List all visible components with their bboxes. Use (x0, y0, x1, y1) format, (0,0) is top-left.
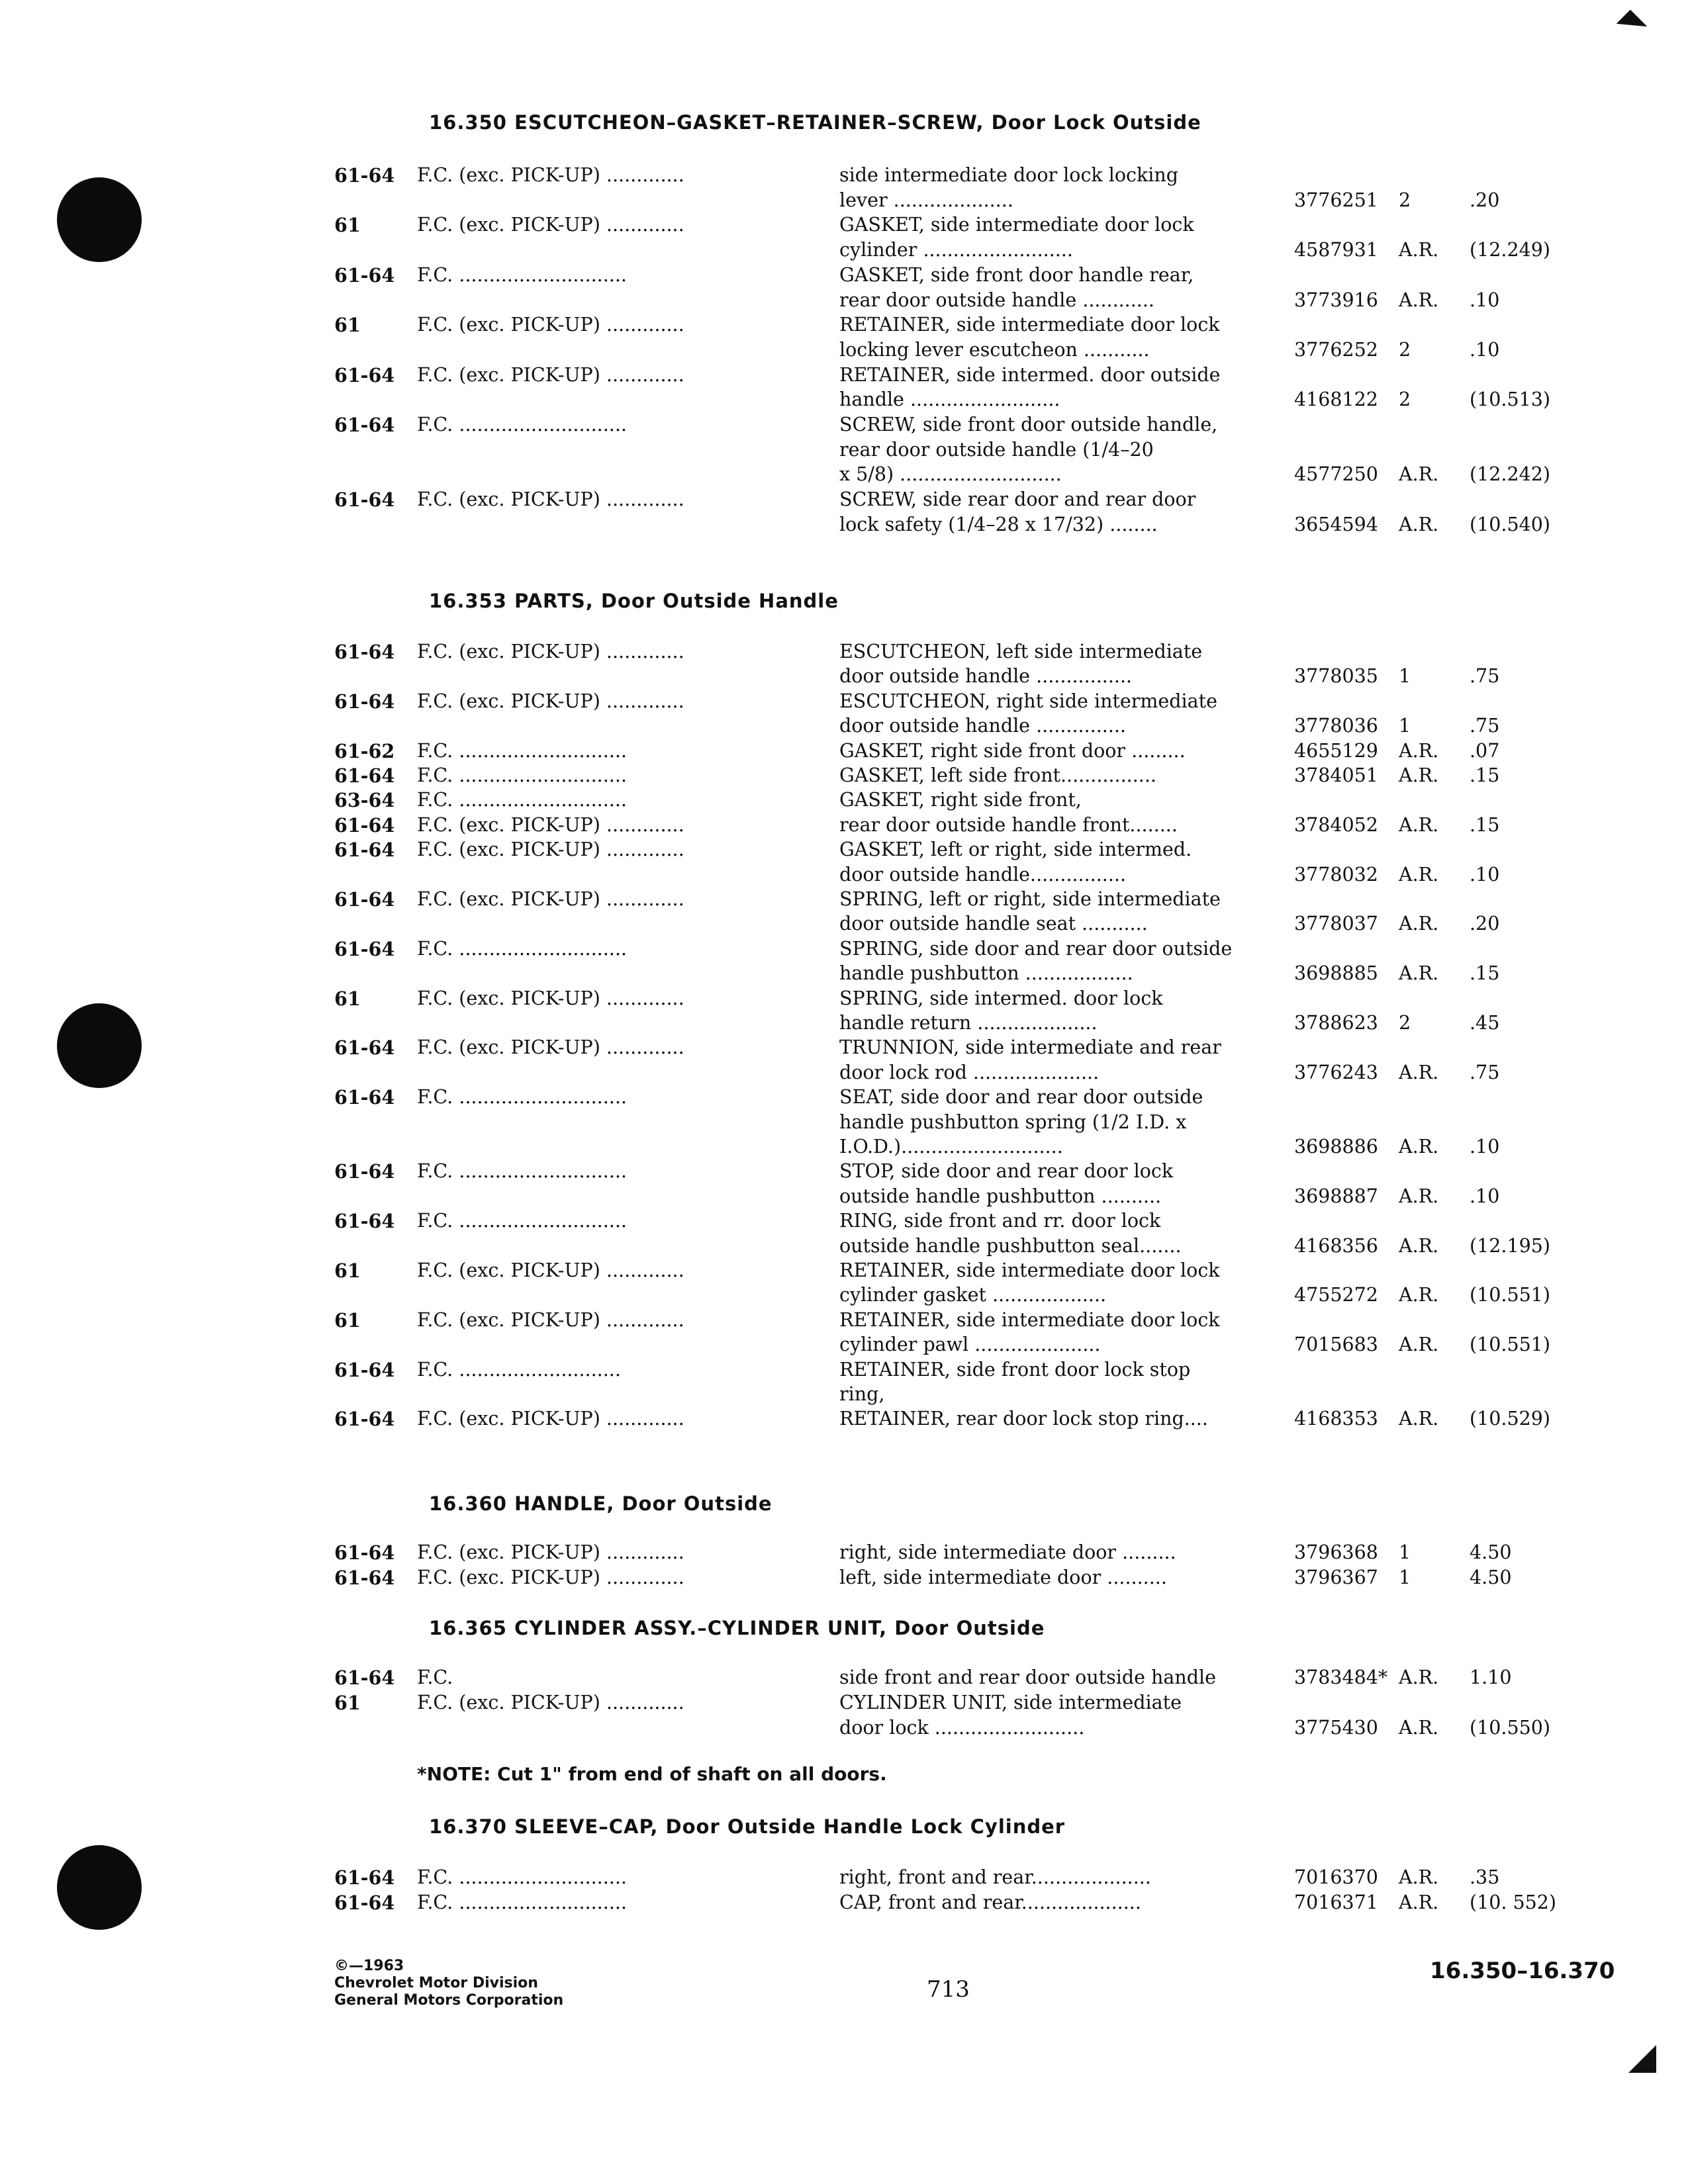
part-description: RETAINER, side intermediate door lock (839, 1259, 1220, 1281)
price: .10 (1470, 1136, 1500, 1158)
price: (10.540) (1470, 513, 1550, 535)
part-line (0, 512, 1688, 537)
price: (10.513) (1470, 388, 1550, 411)
part-line (0, 1035, 1688, 1060)
part-line (0, 986, 1688, 1011)
part-number: 4587931 (1294, 239, 1378, 261)
model-years: 63-64 (334, 789, 395, 812)
part-description: door lock rod ..................... (839, 1061, 1100, 1083)
model-years: 61-64 (334, 1541, 395, 1564)
model-years: 61 (334, 314, 361, 337)
quantity: 2 (1399, 338, 1411, 361)
model-years: 61-64 (334, 363, 395, 387)
model-code: F.C. (exc. PICK-UP) ............. (417, 987, 684, 1009)
price: (12.249) (1470, 239, 1550, 261)
part-description: RETAINER, rear door lock stop ring.... (839, 1408, 1208, 1430)
part-line (0, 1159, 1688, 1184)
part-line (0, 263, 1688, 288)
price: .15 (1470, 962, 1500, 985)
part-line (0, 689, 1688, 714)
part-description: GASKET, left or right, side intermed. (839, 839, 1192, 861)
part-line (0, 1110, 1688, 1135)
corner-mark-bottom-icon (1628, 2045, 1656, 2073)
part-description: ESCUTCHEON, right side intermediate (839, 690, 1217, 712)
model-code: F.C. ............................ (417, 937, 627, 960)
part-description: door outside handle ............... (839, 715, 1126, 737)
quantity: A.R. (1399, 863, 1439, 886)
part-number: 3698886 (1294, 1136, 1378, 1158)
part-line (0, 212, 1688, 238)
model-years: 61-64 (334, 1160, 395, 1183)
part-number: 7016371 (1294, 1891, 1378, 1913)
quantity: A.R. (1399, 913, 1439, 935)
part-number: 3776252 (1294, 338, 1378, 361)
part-description: SPRING, left or right, side intermediate (839, 888, 1221, 910)
model-years: 61-64 (334, 263, 395, 287)
quantity: A.R. (1399, 1061, 1439, 1083)
model-code: F.C. (exc. PICK-UP) ............. (417, 641, 684, 662)
part-description: door outside handle ................ (839, 665, 1133, 688)
part-number: 3698887 (1294, 1185, 1378, 1207)
part-number: 3773916 (1294, 289, 1378, 311)
footer-copyright-block (334, 1958, 563, 2009)
price: .10 (1470, 338, 1500, 361)
part-description: GASKET, side intermediate door lock (839, 214, 1194, 236)
part-description: I.O.D.)........................... (839, 1136, 1063, 1158)
part-line (0, 1357, 1688, 1383)
section-title: 16.370 SLEEVE–CAP, Door Outside Handle Lock Cylinder (429, 1815, 1066, 1838)
part-number: 4168122 (1294, 388, 1378, 411)
part-description: outside handle pushbutton seal....... (839, 1234, 1182, 1257)
model-code: F.C. ............................ (417, 1210, 627, 1232)
model-code: F.C. ............................ (417, 764, 627, 786)
part-number: 4755272 (1294, 1284, 1378, 1306)
model-code: F.C. ............................ (417, 789, 627, 811)
part-line (0, 1565, 1688, 1590)
part-line (0, 387, 1688, 412)
model-code: F.C. (exc. PICK-UP) ............. (417, 813, 684, 836)
part-description: door lock ......................... (839, 1716, 1085, 1739)
part-line (0, 961, 1688, 986)
model-code: F.C. (exc. PICK-UP) ............. (417, 1036, 684, 1059)
part-description: SEAT, side door and rear door outside (839, 1086, 1203, 1109)
part-line (0, 1208, 1688, 1234)
part-line (0, 1060, 1688, 1085)
part-number: 4168356 (1294, 1234, 1378, 1257)
model-code: F.C. ............................ (417, 739, 627, 762)
model-years: 61-64 (334, 888, 395, 911)
part-line (0, 1382, 1688, 1407)
part-line (0, 1665, 1688, 1690)
price: 4.50 (1470, 1566, 1512, 1588)
quantity: 2 (1399, 388, 1411, 411)
quantity: A.R. (1399, 1716, 1439, 1739)
part-line (0, 487, 1688, 512)
price: .20 (1470, 189, 1500, 211)
model-years: 61-64 (334, 764, 395, 787)
part-description: lock safety (1/4–28 x 17/32) ........ (839, 513, 1158, 535)
quantity: A.R. (1399, 1234, 1439, 1257)
part-line (0, 664, 1688, 689)
part-line (0, 363, 1688, 388)
model-code: F.C. (exc. PICK-UP) ............. (417, 839, 684, 861)
quantity: A.R. (1399, 764, 1439, 786)
part-line (0, 639, 1688, 664)
part-description: RETAINER, side intermediate door lock (839, 1308, 1220, 1331)
model-years: 61-64 (334, 488, 395, 512)
part-description: handle ......................... (839, 388, 1060, 411)
part-line (0, 1865, 1688, 1890)
part-line (0, 338, 1688, 363)
part-line (0, 437, 1688, 463)
model-years: 61-64 (334, 813, 395, 837)
part-description: ring, (839, 1383, 885, 1405)
model-years: 61-64 (334, 1086, 395, 1109)
part-line (0, 1134, 1688, 1160)
part-line (0, 163, 1688, 188)
section-note: *NOTE: Cut 1" from end of shaft on all doors. (417, 1763, 887, 1785)
model-code: F.C. (exc. PICK-UP) ............. (417, 488, 684, 511)
price: 1.10 (1470, 1666, 1512, 1688)
part-line (0, 1332, 1688, 1357)
model-years: 61-64 (334, 1891, 395, 1914)
price: (10.529) (1470, 1408, 1550, 1430)
quantity: A.R. (1399, 1284, 1439, 1306)
model-years: 61-62 (334, 739, 395, 762)
part-description: RETAINER, side intermed. door outside (839, 363, 1221, 386)
part-number: 3775430 (1294, 1716, 1378, 1739)
model-code: F.C. (exc. PICK-UP) ............. (417, 1408, 684, 1430)
quantity: 1 (1399, 1541, 1411, 1563)
part-description: GASKET, right side front door ......... (839, 739, 1186, 762)
part-number: 3778036 (1294, 715, 1378, 737)
part-line (0, 312, 1688, 338)
model-code: F.C. ............................ (417, 263, 627, 286)
part-description: locking lever escutcheon ........... (839, 338, 1150, 361)
part-number: 3778037 (1294, 913, 1378, 935)
quantity: A.R. (1399, 1408, 1439, 1430)
model-code: F.C. ............................ (417, 1086, 627, 1109)
part-line (0, 911, 1688, 936)
model-years: 61-64 (334, 1866, 395, 1889)
part-description: TRUNNION, side intermediate and rear (839, 1036, 1221, 1059)
model-code: F.C. (exc. PICK-UP) ............. (417, 1541, 684, 1563)
part-description: right, front and rear.................... (839, 1866, 1151, 1888)
model-code: F.C. ............................ (417, 414, 627, 435)
part-number: 4577250 (1294, 463, 1378, 486)
model-code: F.C. (exc. PICK-UP) ............. (417, 888, 684, 910)
part-description: outside handle pushbutton .......... (839, 1185, 1162, 1207)
part-description: handle pushbutton spring (1/2 I.D. x (839, 1111, 1187, 1133)
part-description: x 5/8) ........................... (839, 463, 1062, 486)
price: (10. 552) (1470, 1891, 1557, 1913)
part-line (0, 238, 1688, 263)
model-years: 61 (334, 1308, 361, 1332)
part-description: door outside handle seat ........... (839, 913, 1148, 935)
price: (10.550) (1470, 1716, 1550, 1739)
part-number: 3784052 (1294, 813, 1378, 836)
part-number: 3788623 (1294, 1012, 1378, 1034)
part-description: rear door outside handle front........ (839, 813, 1178, 836)
quantity: 1 (1399, 665, 1411, 688)
price: .75 (1470, 715, 1500, 737)
quantity: A.R. (1399, 1866, 1439, 1888)
part-line (0, 813, 1688, 838)
quantity: 2 (1399, 189, 1411, 211)
quantity: A.R. (1399, 463, 1439, 486)
model-years: 61-64 (334, 937, 395, 960)
part-number: 3796368 (1294, 1541, 1378, 1563)
page-number: 713 (927, 1976, 970, 2003)
part-description: SCREW, side rear door and rear door (839, 488, 1196, 511)
part-description: RETAINER, side intermediate door lock (839, 314, 1220, 336)
part-line (0, 1690, 1688, 1715)
part-line (0, 188, 1688, 213)
model-years: 61-64 (334, 1666, 395, 1689)
part-line (0, 1085, 1688, 1110)
part-description: side front and rear door outside handle (839, 1666, 1216, 1688)
model-code: F.C. (exc. PICK-UP) ............. (417, 214, 684, 236)
part-description: rear door outside handle (1/4–20 (839, 438, 1154, 461)
part-description: CYLINDER UNIT, side intermediate (839, 1691, 1182, 1713)
part-number: 3783484* (1294, 1666, 1388, 1688)
part-number: 3796367 (1294, 1566, 1378, 1588)
price: 4.50 (1470, 1541, 1512, 1563)
part-description: handle pushbutton .................. (839, 962, 1133, 985)
quantity: 1 (1399, 1566, 1411, 1588)
part-line (0, 763, 1688, 788)
part-description: RETAINER, side front door lock stop (839, 1358, 1191, 1381)
model-years: 61 (334, 987, 361, 1010)
part-description: STOP, side door and rear door lock (839, 1160, 1174, 1183)
part-number: 3698885 (1294, 962, 1378, 985)
price: (12.242) (1470, 463, 1550, 486)
part-line (0, 862, 1688, 887)
price: .10 (1470, 1185, 1500, 1207)
quantity: A.R. (1399, 239, 1439, 261)
corporation-line: General Motors Corporation (334, 1992, 564, 2009)
section-title: 16.365 CYLINDER ASSY.–CYLINDER UNIT, Door Outside (429, 1617, 1045, 1639)
quantity: A.R. (1399, 513, 1439, 535)
part-line (0, 1234, 1688, 1259)
part-number: 3776251 (1294, 189, 1378, 211)
price: .35 (1470, 1866, 1500, 1888)
price: .07 (1470, 739, 1500, 762)
model-years: 61 (334, 1691, 361, 1714)
model-years: 61-64 (334, 1566, 395, 1589)
part-description: side intermediate door lock locking (839, 164, 1178, 186)
quantity: A.R. (1399, 739, 1439, 762)
part-number: 3778032 (1294, 863, 1378, 886)
part-description: handle return .................... (839, 1012, 1098, 1034)
price: (10.551) (1470, 1334, 1550, 1356)
part-description: cylinder gasket ................... (839, 1284, 1107, 1306)
part-description: GASKET, left side front................ (839, 764, 1156, 786)
section-title: 16.360 HANDLE, Door Outside (429, 1492, 773, 1515)
part-description: ESCUTCHEON, left side intermediate (839, 641, 1203, 662)
part-description: left, side intermediate door .......... (839, 1566, 1167, 1588)
model-years: 61-64 (334, 414, 395, 436)
price: .10 (1470, 863, 1500, 886)
part-number: 4655129 (1294, 739, 1378, 762)
part-description: rear door outside handle ............ (839, 289, 1154, 311)
model-years: 61 (334, 214, 361, 237)
model-years: 61-64 (334, 690, 395, 713)
part-line (0, 1406, 1688, 1432)
part-description: door outside handle................ (839, 863, 1126, 886)
part-line (0, 887, 1688, 912)
price: .20 (1470, 913, 1500, 935)
corner-mark-top-icon (1617, 10, 1648, 41)
model-years: 61-64 (334, 641, 395, 663)
price: (12.195) (1470, 1234, 1550, 1257)
part-line (0, 788, 1688, 813)
model-years: 61 (334, 1259, 361, 1282)
part-description: GASKET, right side front, (839, 789, 1082, 811)
part-line (0, 739, 1688, 764)
model-years: 61-64 (334, 839, 395, 862)
part-description: RING, side front and rr. door lock (839, 1210, 1161, 1232)
model-code: F.C. (exc. PICK-UP) ............. (417, 363, 684, 386)
quantity: A.R. (1399, 1185, 1439, 1207)
part-line (0, 713, 1688, 739)
model-code: F.C. ............................ (417, 1866, 627, 1888)
part-description: SPRING, side intermed. door lock (839, 987, 1163, 1009)
quantity: 1 (1399, 715, 1411, 737)
part-description: lever .................... (839, 189, 1013, 211)
part-line (0, 1184, 1688, 1209)
section-range: 16.350–16.370 (1430, 1958, 1615, 1984)
part-description: SPRING, side door and rear door outside (839, 937, 1233, 960)
price: .15 (1470, 813, 1500, 836)
part-line (0, 1258, 1688, 1283)
quantity: A.R. (1399, 1666, 1439, 1688)
part-line (0, 1890, 1688, 1915)
model-code: F.C. (exc. PICK-UP) ............. (417, 164, 684, 186)
model-years: 61-64 (334, 1210, 395, 1233)
quantity: A.R. (1399, 1334, 1439, 1356)
model-code: F.C. ............................ (417, 1891, 627, 1913)
model-years: 61-64 (334, 1358, 395, 1381)
part-number: 3776243 (1294, 1061, 1378, 1083)
part-description: cylinder pawl ..................... (839, 1334, 1101, 1356)
model-code: F.C. ............................ (417, 1160, 627, 1183)
part-number: 3778035 (1294, 665, 1378, 688)
model-years: 61-64 (334, 1408, 395, 1431)
part-description: cylinder ......................... (839, 239, 1073, 261)
part-description: GASKET, side front door handle rear, (839, 263, 1194, 286)
section-title: 16.353 PARTS, Door Outside Handle (429, 590, 839, 612)
part-description: CAP, front and rear.................... (839, 1891, 1141, 1913)
price: .10 (1470, 289, 1500, 311)
price: .75 (1470, 665, 1500, 688)
part-number: 3784051 (1294, 764, 1378, 786)
model-code: F.C. (exc. PICK-UP) ............. (417, 314, 684, 336)
part-line (0, 1715, 1688, 1741)
model-code: F.C. (exc. PICK-UP) ............. (417, 690, 684, 712)
quantity: A.R. (1399, 289, 1439, 311)
part-line (0, 936, 1688, 962)
model-years: 61-64 (334, 164, 395, 187)
part-line (0, 837, 1688, 862)
model-code: F.C. (exc. PICK-UP) ............. (417, 1691, 684, 1713)
price: (10.551) (1470, 1284, 1550, 1306)
price: .75 (1470, 1061, 1500, 1083)
part-number: 3654594 (1294, 513, 1378, 535)
division-line: Chevrolet Motor Division (334, 1975, 538, 1991)
part-description: right, side intermediate door ......... (839, 1541, 1176, 1563)
part-line (0, 412, 1688, 437)
part-number: 7016370 (1294, 1866, 1378, 1888)
model-code: F.C. (exc. PICK-UP) ............. (417, 1566, 684, 1588)
part-number: 4168353 (1294, 1408, 1378, 1430)
part-number: 7015683 (1294, 1334, 1378, 1356)
model-code: F.C. ........................... (417, 1358, 621, 1381)
part-line (0, 462, 1688, 487)
part-line (0, 1540, 1688, 1565)
part-line (0, 1308, 1688, 1333)
quantity: A.R. (1399, 1136, 1439, 1158)
quantity: A.R. (1399, 813, 1439, 836)
quantity: A.R. (1399, 1891, 1439, 1913)
price: .45 (1470, 1012, 1500, 1034)
part-line (0, 1283, 1688, 1308)
model-years: 61-64 (334, 1036, 395, 1060)
quantity: 2 (1399, 1012, 1411, 1034)
part-line (0, 1011, 1688, 1036)
part-line (0, 288, 1688, 313)
price: .15 (1470, 764, 1500, 786)
model-code: F.C. (exc. PICK-UP) ............. (417, 1259, 684, 1281)
copyright-line: ©—1963 (334, 1958, 404, 1974)
model-code: F.C. (exc. PICK-UP) ............. (417, 1308, 684, 1331)
model-code: F.C. (417, 1666, 453, 1688)
section-title: 16.350 ESCUTCHEON–GASKET–RETAINER–SCREW, Door Lock Outside (429, 111, 1201, 134)
part-description: SCREW, side front door outside handle, (839, 414, 1218, 435)
quantity: A.R. (1399, 962, 1439, 985)
